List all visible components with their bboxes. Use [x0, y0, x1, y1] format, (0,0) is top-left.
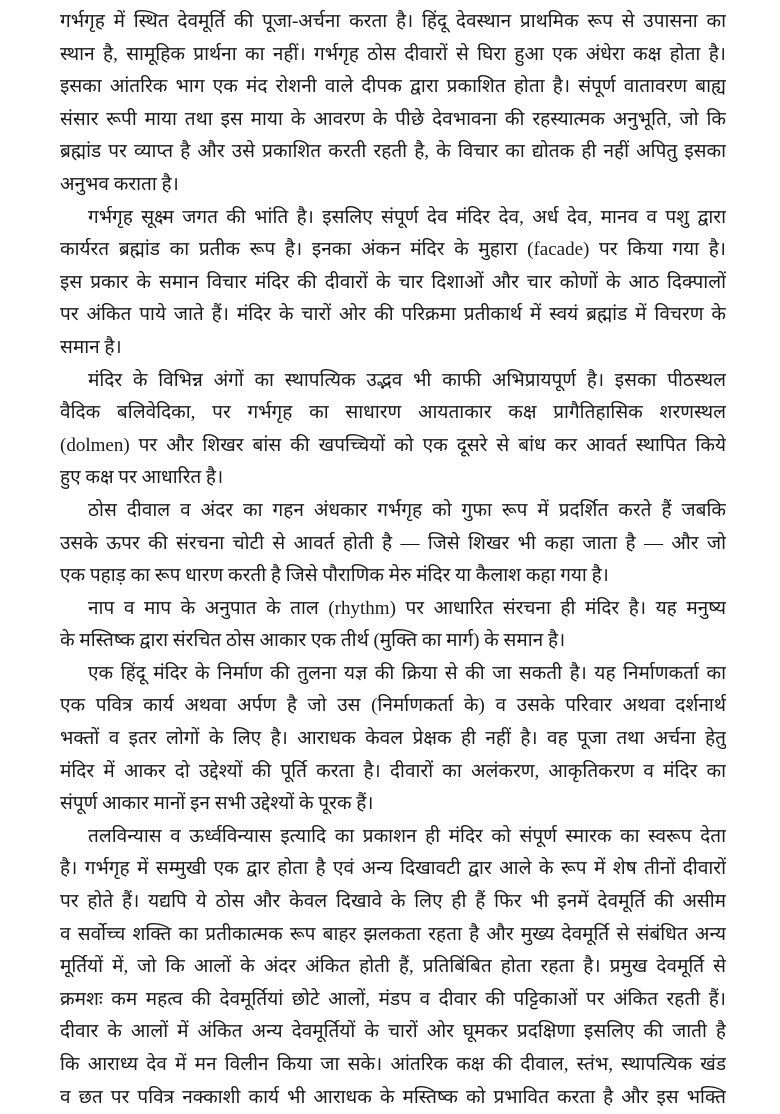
text-line: है। गर्भगृह में सम्मुखी एक द्वार होता है एवं अन्य दिखावटी द्वार आले के रूप में शेष तीनों दीवारों [60, 858, 726, 880]
text-line: पर होते हैं। यद्यपि ये ठोस और केवल दिखावे के लिए ही हैं फिर भी इनमें देवमूर्ति की असीम [60, 891, 726, 913]
text-line: नाप व माप के अनुपात के ताल (rhythm) पर आधारित संरचना ही मंदिर है। यह मनुष्य [88, 597, 726, 619]
paragraph [60, 365, 726, 495]
text-line: वैदिक बलिवेदिका, पर गर्भगृह का साधारण आयताकार कक्ष प्रागैतिहासिक शरणस्थल [60, 402, 726, 424]
text-line: हुए कक्ष पर आधारित है। [60, 467, 224, 489]
text-line: उसके ऊपर की संरचना चोटी से आवर्त होती है — जिसे शिखर भी कहा जाता है — और जो [60, 532, 726, 554]
paragraph [60, 495, 726, 593]
text-line: ठोस दीवाल व अंदर का गहन अंधकार गर्भगृह को गुफा रूप में प्रदर्शित करते हैं जबकि [88, 499, 726, 521]
text-line: इसका आंतरिक भाग एक मंद रोशनी वाले दीपक द्वारा प्रकाशित होता है। संपूर्ण वातावरण बाह्य [60, 76, 726, 98]
text-line: समान है। [60, 336, 122, 358]
text-line: मंदिर में आकर दो उद्देश्यों की पूर्ति करता है। दीवारों का अलंकरण, आकृतिकरण व मंदिर का [60, 760, 726, 782]
text-line: के मस्तिष्क द्वारा संरचित ठोस आकार एक तीर्थ (मुक्ति का मार्ग) के समान है। [60, 630, 566, 652]
text-line: व सर्वोच्च शक्ति का प्रतीकात्मक रूप बाहर झलकता रहता है और मुख्य देवमूर्ति से संबंधित अन्य [60, 923, 726, 945]
text-line: तलविन्यास व ऊर्ध्वविन्यास इत्यादि का प्रकाशन ही मंदिर को संपूर्ण स्मारक का स्वरूप देता [88, 825, 726, 847]
paragraph [60, 821, 726, 1114]
text-line: ब्रह्मांड पर व्याप्त है और उसे प्रकाशित करती रहती है, के विचार का द्योतक ही नहीं अपितु इसका [60, 141, 726, 163]
text-line: मूर्तियों में, जो कि आलों के अंदर अंकित होती हैं, प्रतिबिंबित होता रहता है। प्रमुख देवमूर्ति से [60, 956, 726, 978]
text-line: (dolmen) पर और शिखर बांस की खपच्चियों को एक दूसरे से बांध कर आवर्त स्थापित किये [60, 434, 726, 456]
text-line: मंदिर के विभिन्न अंगों का स्थापत्यिक उद्भव भी काफी अभिप्रायपूर्ण है। इसका पीठस्थल [88, 369, 726, 391]
text-line: एक हिंदू मंदिर के निर्माण की तुलना यज्ञ की क्रिया से की जा सकती है। यह निर्माणकर्ता का [88, 662, 726, 684]
text-line: कार्यरत ब्रह्मांड का प्रतीक रूप है। इनका अंकन मंदिर के मुहारा (facade) पर किया गया है। [60, 239, 726, 261]
text-line: व छत पर पवित्र नक्काशी कार्य भी आराधक के मस्तिष्क को प्रभावित करता है और इस भक्ति [60, 1086, 726, 1108]
text-line: संपूर्ण आकार मानों इन सभी उद्देश्यों के पूरक हैं। [60, 793, 374, 815]
paragraph [60, 658, 726, 821]
text-line: दीवार के आलों में अंकित अन्य देवमूर्तियों के चारों ओर घूमकर प्रदक्षिणा इसलिए की जाती है [60, 1021, 726, 1043]
text-line: पर अंकित पाये जाते हैं। मंदिर के चारों ओर की परिक्रमा प्रतीकार्थ में स्वयं ब्रह्मांड में विचरण के [60, 304, 726, 326]
paragraph [60, 593, 726, 658]
text-line: एक पवित्र कार्य अथवा अर्पण है जो उस (निर्माणकर्ता के) व उसके परिवार अथवा दर्शनार्थ [60, 695, 726, 717]
text-line: इस प्रकार के समान विचार मंदिर की दीवारों के चार दिशाओं और चार कोणों के आठ दिक्पालों [60, 271, 726, 293]
text-line: संसार रूपी माया तथा इस माया के आवरण के पीछे देवभावना की रहस्यात्मक अनुभूति, जो कि [60, 108, 726, 130]
text-line: गर्भगृह में स्थित देवमूर्ति की पूजा-अर्चना करता है। हिंदू देवस्थान प्राथमिक रूप से उपासना का [60, 11, 726, 32]
text-line: अनुभव कराता है। [60, 173, 179, 195]
text-line: स्थान है, सामूहिक प्रार्थना का नहीं। गर्भगृह ठोस दीवारों से घिरा हुआ एक अंधेरा कक्ष होता है। [60, 43, 726, 65]
text-line: गर्भगृह सूक्ष्म जगत की भांति है। इसलिए संपूर्ण देव मंदिर देव, अर्ध देव, मानव व पशु द्वारा [88, 206, 726, 228]
text-line: एक पहाड़ का रूप धारण करती है जिसे पौराणिक मेरु मंदिर या कैलाश कहा गया है। [60, 565, 609, 587]
paragraph [60, 6, 726, 202]
text-line: कि आराध्य देव में मन विलीन किया जा सके। आंतरिक कक्ष की दीवाल, स्तंभ, स्थापत्यिक खंड [60, 1054, 726, 1075]
document-page [60, 6, 726, 1114]
text-line: भक्तों व इतर लोगों के लिए है। आराधक केवल प्रेक्षक ही नहीं है। वह पूजा तथा अर्चना हेतु [60, 728, 726, 750]
paragraph [60, 202, 726, 365]
text-line: क्रमशः कम महत्व की देवमूर्तियां छोटे आलों, मंडप व दीवार की पट्टिकाओं पर अंकित रहती हैं। [60, 988, 726, 1010]
